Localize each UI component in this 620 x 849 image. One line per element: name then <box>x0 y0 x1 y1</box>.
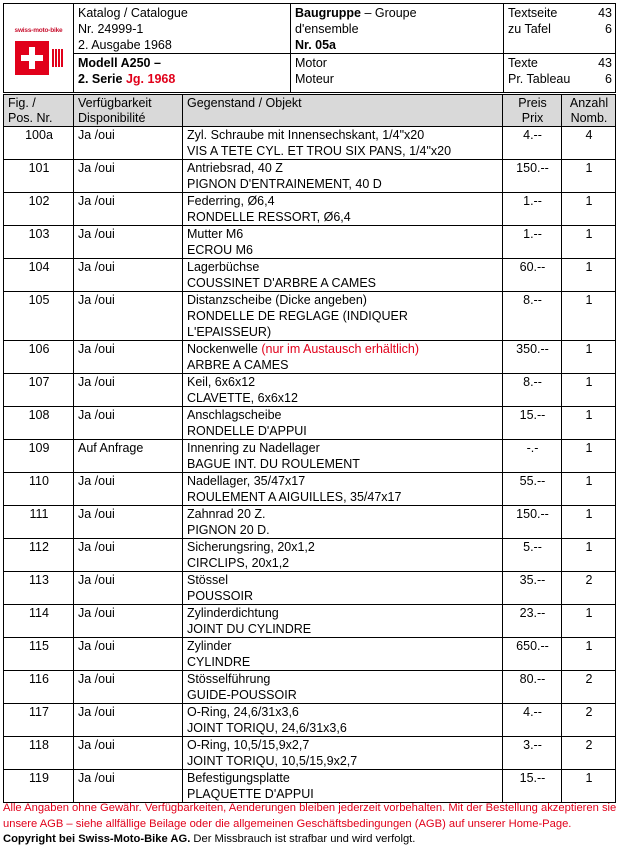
col-position: Fig. / Pos. Nr. <box>4 95 74 127</box>
availability-cell: Ja /oui <box>74 671 183 704</box>
item-name-fr: CYLINDRE <box>187 655 251 669</box>
quantity-cell: 1 <box>562 770 616 803</box>
quantity-cell: 1 <box>562 374 616 407</box>
item-name-fr: GUIDE-POUSSOIR <box>187 688 297 702</box>
table-row <box>4 226 616 259</box>
price-cell: 8.-- <box>503 374 562 407</box>
price-cell: 150.-- <box>503 506 562 539</box>
position-cell: 104 <box>4 259 74 292</box>
col-item: Gegenstand / Objekt <box>183 95 503 127</box>
price-cell: 150.-- <box>503 160 562 193</box>
price-cell: 1.-- <box>503 193 562 226</box>
model-year: Jg. 1968 <box>125 72 176 86</box>
position-cell: 119 <box>4 770 74 803</box>
item-name-fr: RONDELLE RESSORT, Ø6,4 <box>187 210 351 224</box>
item-name-de: O-Ring, 24,6/31x3,6 <box>187 705 299 719</box>
item-cell <box>183 440 503 473</box>
item-name-de: Zylinder <box>187 639 232 653</box>
price-cell: 15.-- <box>503 770 562 803</box>
quantity-cell: 2 <box>562 572 616 605</box>
price-cell: 3.-- <box>503 737 562 770</box>
quantity-cell: 1 <box>562 473 616 506</box>
price-cell: 35.-- <box>503 572 562 605</box>
price-cell: -.- <box>503 440 562 473</box>
table-row <box>4 341 616 374</box>
swiss-flag-icon <box>15 41 49 75</box>
position-cell: 113 <box>4 572 74 605</box>
position-cell: 112 <box>4 539 74 572</box>
table-row <box>4 770 616 803</box>
item-name-de: O-Ring, 10,5/15,9x2,7 <box>187 738 310 752</box>
group-info: Baugruppe – Groupe d'ensemble Nr. 05a <box>291 4 504 54</box>
item-cell <box>183 572 503 605</box>
table-row <box>4 605 616 638</box>
availability-cell: Ja /oui <box>74 473 183 506</box>
price-cell: 4.-- <box>503 127 562 160</box>
table-row <box>4 506 616 539</box>
availability-cell: Ja /oui <box>74 193 183 226</box>
table-row <box>4 473 616 506</box>
quantity-cell: 1 <box>562 341 616 374</box>
table-row <box>4 374 616 407</box>
price-cell: 5.-- <box>503 539 562 572</box>
table-row <box>4 160 616 193</box>
item-name-fr-cont: L'EPAISSEUR) <box>187 325 272 339</box>
quantity-cell: 1 <box>562 407 616 440</box>
item-name-de: Nadellager, 35/47x17 <box>187 474 306 488</box>
item-name-de: Anschlagscheibe <box>187 408 282 422</box>
parts-table <box>3 94 616 803</box>
table-row <box>4 671 616 704</box>
item-name-de: Befestigungsplatte <box>187 771 290 785</box>
col-availability: Verfügbarkeit Disponibilité <box>74 95 183 127</box>
quantity-cell: 1 <box>562 605 616 638</box>
item-name-de: Zyl. Schraube mit Innensechskant, 1/4"x20 <box>187 128 425 142</box>
item-cell <box>183 160 503 193</box>
quantity-cell: 1 <box>562 259 616 292</box>
availability-cell: Ja /oui <box>74 572 183 605</box>
item-name-de: Nockenwelle <box>187 342 258 356</box>
item-cell <box>183 259 503 292</box>
catalog-info: Katalog / Catalogue Nr. 24999-1 2. Ausgabe 1968 <box>74 4 291 54</box>
price-cell: 15.-- <box>503 407 562 440</box>
item-name-de: Keil, 6x6x12 <box>187 375 256 389</box>
availability-cell: Ja /oui <box>74 704 183 737</box>
price-cell: 60.-- <box>503 259 562 292</box>
item-cell <box>183 374 503 407</box>
quantity-cell: 1 <box>562 160 616 193</box>
item-name-fr: COUSSINET D'ARBRE A CAMES <box>187 276 377 290</box>
availability-cell: Ja /oui <box>74 341 183 374</box>
item-cell <box>183 770 503 803</box>
item-name-de: Stössel <box>187 573 228 587</box>
group-name: Motor Moteur <box>291 54 504 93</box>
availability-cell: Ja /oui <box>74 259 183 292</box>
item-name-fr: ECROU M6 <box>187 243 253 257</box>
position-cell: 107 <box>4 374 74 407</box>
tableau-info: Texte 43 Pr. Tableau 6 <box>504 54 616 93</box>
item-name-de: Mutter M6 <box>187 227 244 241</box>
position-cell: 108 <box>4 407 74 440</box>
position-cell: 102 <box>4 193 74 226</box>
table-row <box>4 127 616 160</box>
item-cell <box>183 127 503 160</box>
quantity-cell: 1 <box>562 638 616 671</box>
availability-cell: Ja /oui <box>74 127 183 160</box>
price-cell: 80.-- <box>503 671 562 704</box>
item-name-de: Stösselführung <box>187 672 271 686</box>
quantity-cell: 2 <box>562 737 616 770</box>
quantity-cell: 1 <box>562 539 616 572</box>
item-name-de: Zahnrad 20 Z. <box>187 507 266 521</box>
table-row <box>4 292 616 341</box>
item-name-de: Distanzscheibe (Dicke angeben) <box>187 293 367 307</box>
position-cell: 117 <box>4 704 74 737</box>
availability-cell: Ja /oui <box>74 226 183 259</box>
position-cell: 114 <box>4 605 74 638</box>
col-price: Preis Prix <box>503 95 562 127</box>
item-name-fr: ROULEMENT A AIGUILLES, 35/47x17 <box>187 490 402 504</box>
quantity-cell: 4 <box>562 127 616 160</box>
quantity-cell: 2 <box>562 671 616 704</box>
item-name-de: Lagerbüchse <box>187 260 260 274</box>
availability-cell: Ja /oui <box>74 638 183 671</box>
table-row <box>4 704 616 737</box>
availability-cell: Ja /oui <box>74 539 183 572</box>
table-row <box>4 407 616 440</box>
item-cell <box>183 539 503 572</box>
table-row <box>4 193 616 226</box>
availability-cell: Ja /oui <box>74 605 183 638</box>
quantity-cell: 1 <box>562 506 616 539</box>
price-cell: 23.-- <box>503 605 562 638</box>
quantity-cell: 1 <box>562 440 616 473</box>
availability-cell: Ja /oui <box>74 160 183 193</box>
item-note: (nur im Austausch erhältlich) <box>257 342 420 356</box>
quantity-cell: 1 <box>562 193 616 226</box>
item-cell <box>183 506 503 539</box>
item-name-fr: PIGNON D'ENTRAINEMENT, 40 D <box>187 177 382 191</box>
price-cell: 8.-- <box>503 292 562 341</box>
item-name-de: Antriebsrad, 40 Z <box>187 161 283 175</box>
item-cell <box>183 292 503 341</box>
item-name-fr: ARBRE A CAMES <box>187 358 289 372</box>
table-row <box>4 440 616 473</box>
item-cell <box>183 671 503 704</box>
price-cell: 650.-- <box>503 638 562 671</box>
position-cell: 118 <box>4 737 74 770</box>
item-cell <box>183 737 503 770</box>
position-cell: 109 <box>4 440 74 473</box>
item-cell <box>183 341 503 374</box>
item-name-de: Innenring zu Nadellager <box>187 441 320 455</box>
swiss-moto-bike-logo: swiss-moto-bike <box>10 23 68 75</box>
price-cell: 55.-- <box>503 473 562 506</box>
item-cell <box>183 226 503 259</box>
logo-cell <box>4 4 74 93</box>
item-name-fr: RONDELLE DE REGLAGE (INDIQUER <box>187 309 408 323</box>
position-cell: 106 <box>4 341 74 374</box>
item-cell <box>183 638 503 671</box>
position-cell: 101 <box>4 160 74 193</box>
availability-cell: Ja /oui <box>74 374 183 407</box>
price-cell: 350.-- <box>503 341 562 374</box>
position-cell: 116 <box>4 671 74 704</box>
item-name-fr: POUSSOIR <box>187 589 253 603</box>
model-info: Modell A250 – 2. Serie Jg. 1968 <box>74 54 291 93</box>
item-name-fr: CLAVETTE, 6x6x12 <box>187 391 298 405</box>
table-row <box>4 539 616 572</box>
stripes-icon <box>52 49 63 67</box>
item-cell <box>183 605 503 638</box>
price-cell: 1.-- <box>503 226 562 259</box>
availability-cell: Ja /oui <box>74 770 183 803</box>
item-name-de: Federring, Ø6,4 <box>187 194 275 208</box>
table-row <box>4 572 616 605</box>
position-cell: 115 <box>4 638 74 671</box>
item-name-fr: PIGNON 20 D. <box>187 523 270 537</box>
col-quantity: Anzahl Nomb. <box>562 95 616 127</box>
quantity-cell: 1 <box>562 226 616 259</box>
position-cell: 111 <box>4 506 74 539</box>
availability-cell: Ja /oui <box>74 407 183 440</box>
table-row <box>4 737 616 770</box>
item-cell <box>183 407 503 440</box>
item-name-fr: VIS A TETE CYL. ET TROU SIX PANS, 1/4"x20 <box>187 144 452 158</box>
item-name-fr: BAGUE INT. DU ROULEMENT <box>187 457 360 471</box>
table-row <box>4 638 616 671</box>
price-cell: 4.-- <box>503 704 562 737</box>
item-cell <box>183 473 503 506</box>
catalog-header <box>3 3 616 93</box>
table-header-row <box>4 95 616 127</box>
table-row <box>4 259 616 292</box>
item-cell <box>183 193 503 226</box>
item-name-fr: JOINT DU CYLINDRE <box>187 622 312 636</box>
item-name-fr: CIRCLIPS, 20x1,2 <box>187 556 290 570</box>
availability-cell: Ja /oui <box>74 737 183 770</box>
item-name-fr: JOINT TORIQU, 10,5/15,9x2,7 <box>187 754 358 768</box>
item-name-fr: RONDELLE D'APPUI <box>187 424 307 438</box>
footer-disclaimer: Alle Angaben ohne Gewähr. Verfügbarkeiten, Aenderungen bleiben jederzeit vorbehalten. Mit der Bestellung akzeptieren sie unsere AGB – siehe allfällige Beilage oder die allgemeinen Geschäftsbedingungen (AGB) auf unserer Home-Page. Copyright bei Swiss-Moto-Bike AG. Der Missbrauch ist strafbar und wird verfolgt. <box>3 802 617 845</box>
position-cell: 103 <box>4 226 74 259</box>
item-name-fr: JOINT TORIQU, 24,6/31x3,6 <box>187 721 347 735</box>
position-cell: 110 <box>4 473 74 506</box>
availability-cell: Ja /oui <box>74 506 183 539</box>
text-page-info: Textseite 43 zu Tafel 6 <box>504 4 616 54</box>
item-name-fr: PLAQUETTE D'APPUI <box>187 787 314 801</box>
item-name-de: Sicherungsring, 20x1,2 <box>187 540 315 554</box>
item-name-de: Zylinderdichtung <box>187 606 279 620</box>
quantity-cell: 1 <box>562 292 616 341</box>
availability-cell: Auf Anfrage <box>74 440 183 473</box>
position-cell: 105 <box>4 292 74 341</box>
availability-cell: Ja /oui <box>74 292 183 341</box>
quantity-cell: 2 <box>562 704 616 737</box>
item-cell <box>183 704 503 737</box>
position-cell: 100a <box>4 127 74 160</box>
